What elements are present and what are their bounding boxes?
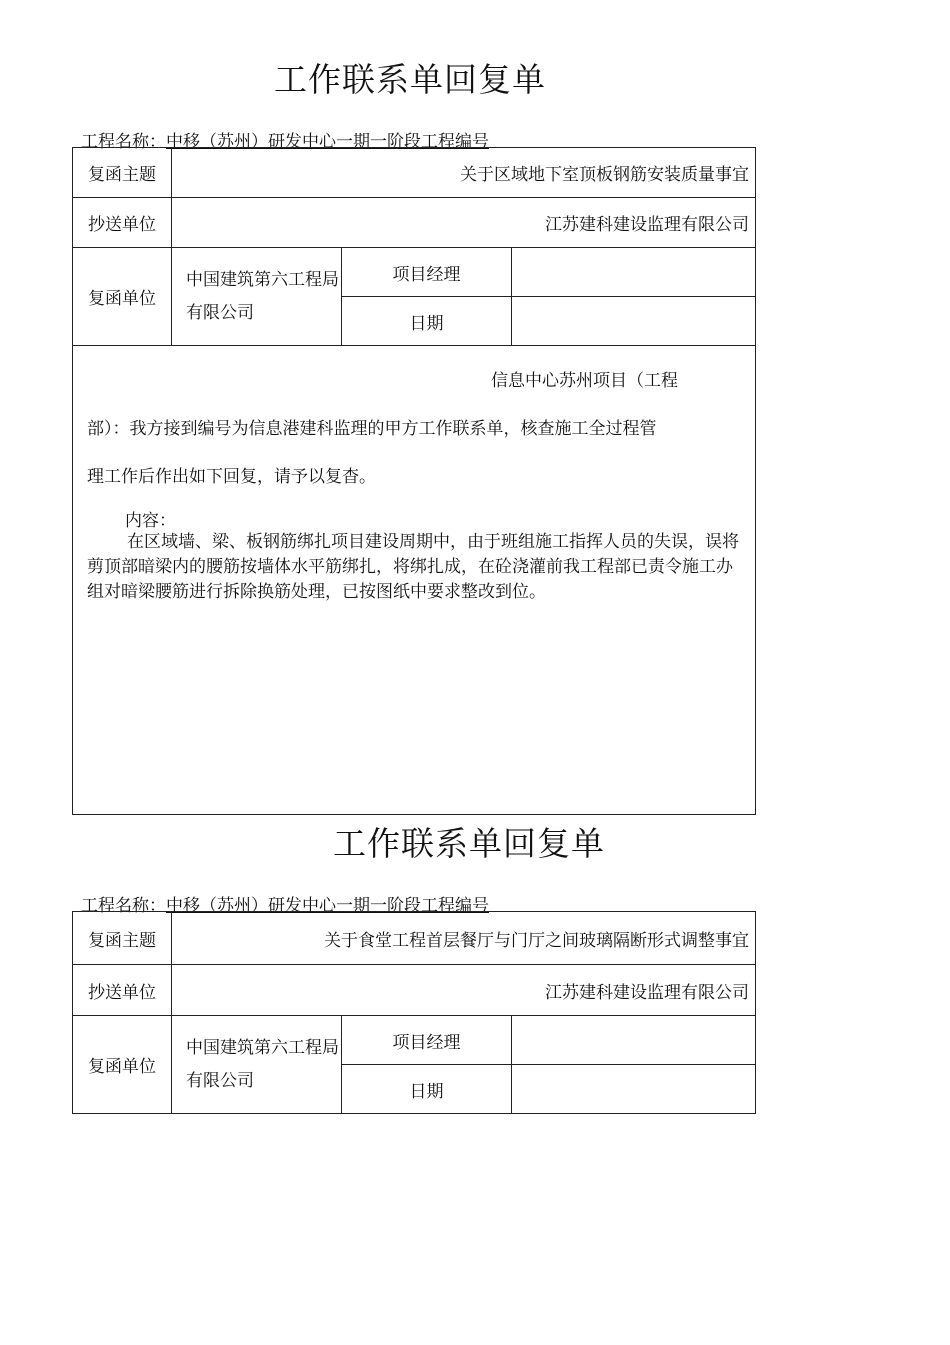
project-name: 中移（苏州）研发中心一期一阶段工程编号 xyxy=(166,132,489,152)
cc-label: 抄送单位 xyxy=(73,965,172,1016)
project-name: 中移（苏州）研发中心一期一阶段工程编号 xyxy=(166,896,489,916)
reply-form-table xyxy=(72,147,756,815)
manager-label: 项目经理 xyxy=(342,248,512,297)
cc-value: 江苏建科建设监理有限公司 xyxy=(172,965,756,1016)
content-paragraph: 在区域墙、梁、板钢筋绑扎项目建设周期中，由于班组施工指挥人员的失误，误将剪顶部暗梁内的腰筋按墙体水平筋绑扎，将绑扎成，在砼浇灌前我工程部已责令施工办组对暗梁腰筋进行拆除换筋处理，已按图纸中要求整改到位。 xyxy=(87,532,739,602)
form-title: 工作联系单回复单 xyxy=(274,60,546,99)
date-value xyxy=(512,1065,756,1114)
form-title: 工作联系单回复单 xyxy=(333,824,605,863)
project-label: 工程名称： xyxy=(81,896,166,916)
manager-value xyxy=(512,248,756,297)
reply-unit-row xyxy=(73,248,756,297)
subject-label: 复函主题 xyxy=(73,148,172,198)
date-label: 日期 xyxy=(342,1065,512,1114)
date-value xyxy=(512,297,756,346)
recipient-line: 信息中心苏州项目（工程 xyxy=(491,371,678,391)
reply-unit-value: 中国建筑第六工程局有限公司 xyxy=(172,1016,342,1114)
project-label: 工程名称： xyxy=(81,132,166,152)
subject-row xyxy=(73,148,756,198)
content-label: 内容： xyxy=(125,511,176,531)
date-label: 日期 xyxy=(342,297,512,346)
reply-unit-row xyxy=(73,1016,756,1065)
cc-value: 江苏建科建设监理有限公司 xyxy=(172,198,756,248)
reply-unit-label: 复函单位 xyxy=(73,248,172,346)
subject-value: 关于食堂工程首层餐厅与门厅之间玻璃隔断形式调整事宜 xyxy=(172,912,756,965)
body-row xyxy=(73,346,756,815)
cc-row xyxy=(73,965,756,1016)
letter-line-1: 部）：我方接到编号为信息港建科监理的甲方工作联系单，核查施工全过程管 xyxy=(87,419,657,439)
cc-label: 抄送单位 xyxy=(73,198,172,248)
reply-unit-value: 中国建筑第六工程局有限公司 xyxy=(172,248,342,346)
letter-line-2: 理工作后作出如下回复，请予以复杳。 xyxy=(87,467,376,487)
reply-unit-label: 复函单位 xyxy=(73,1016,172,1114)
subject-label: 复函主题 xyxy=(73,912,172,965)
manager-value xyxy=(512,1016,756,1065)
reply-form-table xyxy=(72,911,756,1114)
letter-body-cell xyxy=(73,346,756,815)
subject-row xyxy=(73,912,756,965)
cc-row xyxy=(73,198,756,248)
subject-value: 关于区域地下室顶板钢筋安装质量事宜 xyxy=(172,148,756,198)
manager-label: 项目经理 xyxy=(342,1016,512,1065)
